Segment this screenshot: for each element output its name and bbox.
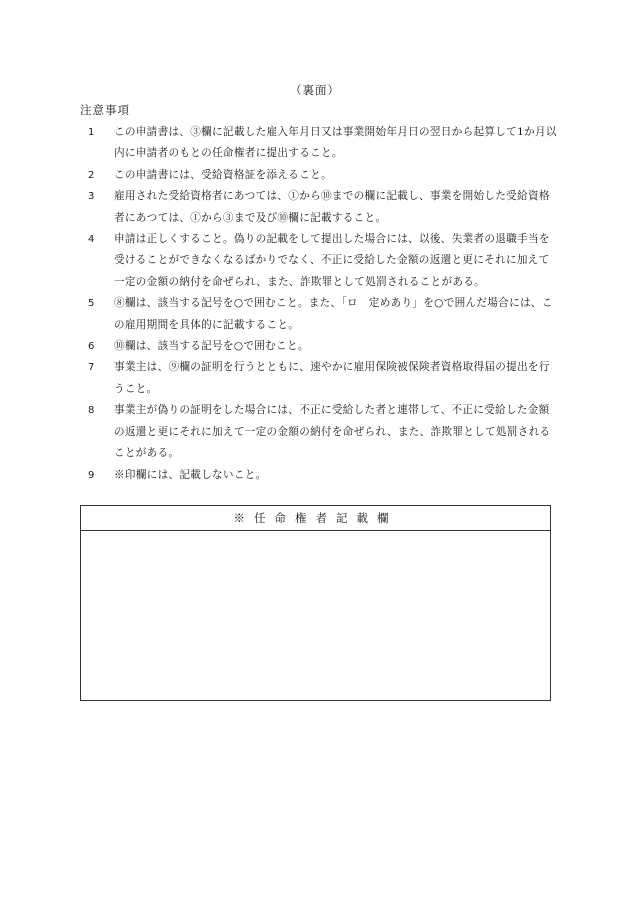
note-text: 雇用された受給資格者にあつては、①から⑩までの欄に記載し、事業を開始した受給資格者にあつては、①から③まで及び⑩欄に記載すること。 bbox=[114, 190, 550, 224]
note-item bbox=[80, 229, 558, 293]
note-number: 2 bbox=[88, 169, 95, 181]
note-number: 5 bbox=[88, 298, 95, 310]
note-text: この申請書は、③欄に記載した雇入年月日又は事業開始年月日の翌日から起算して1か月以内に申請者のもとの任命権者に提出すること。 bbox=[114, 126, 557, 160]
appointer-entry-box bbox=[80, 505, 551, 701]
note-item bbox=[80, 336, 558, 357]
appointer-entry-area[interactable] bbox=[81, 531, 550, 701]
note-item bbox=[80, 465, 558, 486]
note-text: 申請は正しくすること。偽りの記載をして提出した場合には、以後、失業者の退職手当を受けることができなくなるばかりでなく、不正に受給した金額の返還と更にそれに加えて一定の金額の納付を命ぜられ、また、詐欺罪として処罰されることがある。 bbox=[114, 233, 550, 288]
note-number: 7 bbox=[88, 362, 95, 374]
note-text: ⑧欄は、該当する記号を○で囲むこと。また、「ロ 定めあり」を○で囲んだ場合には、この雇用期間を具体的に記載すること。 bbox=[114, 297, 553, 331]
note-item bbox=[80, 186, 558, 229]
note-number: 3 bbox=[88, 191, 95, 203]
note-item bbox=[80, 400, 558, 464]
note-number: 8 bbox=[88, 405, 95, 417]
note-item bbox=[80, 357, 558, 400]
note-text: 事業主が偽りの証明をした場合には、不正に受給した者と連帯して、不正に受給した金額の返還と更にそれに加えて一定の金額の納付を命ぜられ、また、詐欺罪として処罰されることがある。 bbox=[114, 404, 551, 460]
note-text: ※印欄には、記載しないこと。 bbox=[114, 468, 267, 481]
note-number: 4 bbox=[88, 234, 95, 246]
note-text: この申請書には、受給資格証を添えること。 bbox=[114, 168, 332, 181]
note-text: ⑩欄は、該当する記号を○で囲むこと。 bbox=[114, 340, 309, 353]
note-item bbox=[80, 122, 558, 165]
appointer-entry-header: ※任命権者記載欄 bbox=[81, 506, 550, 531]
note-item bbox=[80, 165, 558, 186]
note-number: 9 bbox=[88, 469, 95, 481]
note-number: 1 bbox=[88, 127, 95, 138]
notes-heading: 注意事項 bbox=[80, 103, 130, 117]
note-number: 6 bbox=[88, 341, 95, 353]
note-item bbox=[80, 293, 558, 336]
notes-list bbox=[80, 122, 558, 486]
note-text: 事業主は、⑨欄の証明を行うとともに、速やかに雇用保険被保険者資格取得届の提出を行うこと。 bbox=[114, 361, 550, 395]
page-title: （裏面） bbox=[290, 83, 340, 97]
